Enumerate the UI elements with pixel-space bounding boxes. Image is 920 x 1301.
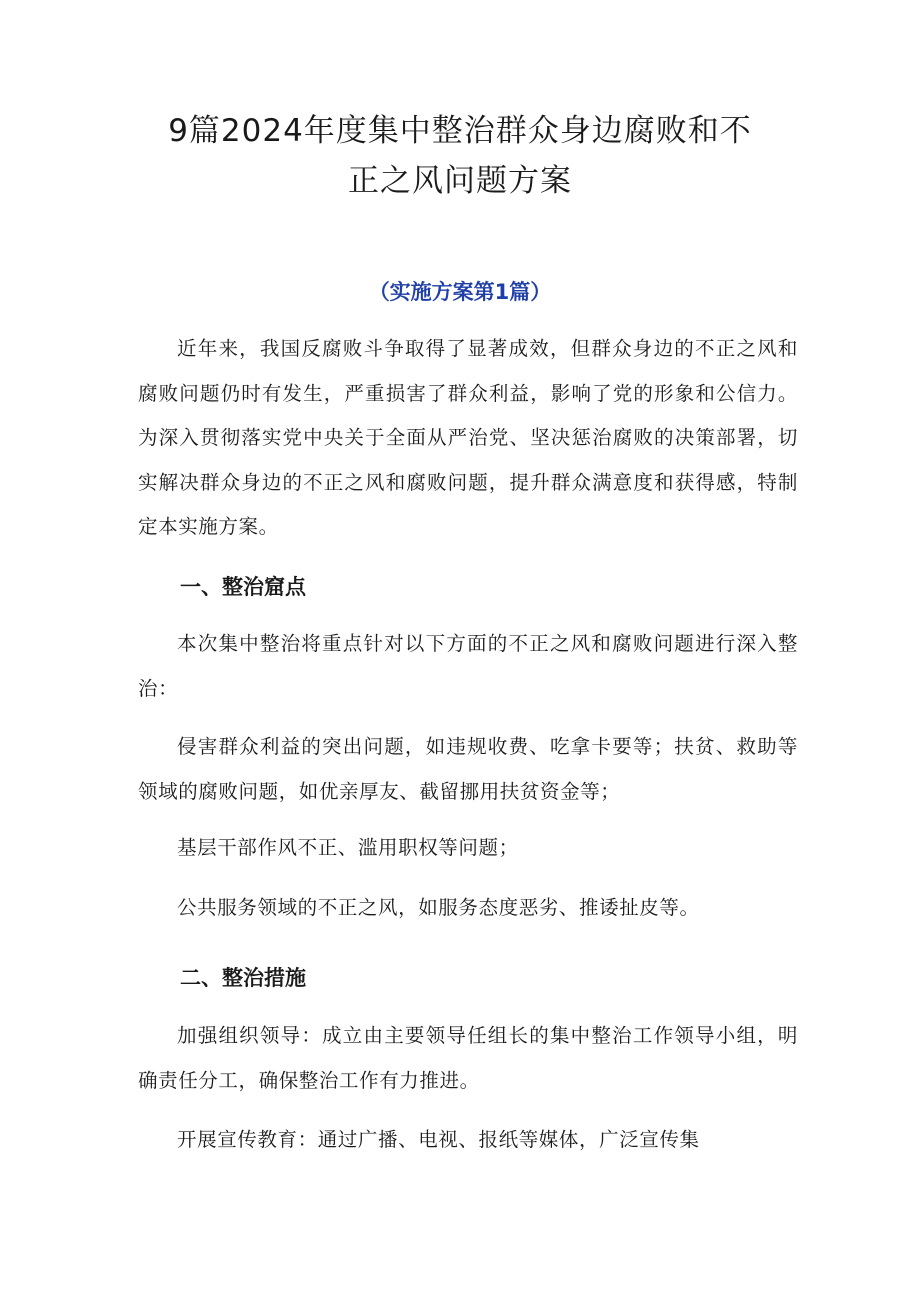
section-1-item-1: 侵害群众利益的突出问题，如违规收费、吃拿卡要等；扶贫、救助等领域的腐败问题，如优亲厚友、截留挪用扶贫资金等； <box>138 735 798 803</box>
document-title-line-1: 9篇2024年度集中整治群众身边腐败和不 <box>168 113 752 149</box>
section-2-item-1: 加强组织领导：成立由主要领导任组长的集中整治工作领导小组，明确责任分工，确保整治工作有力推进。 <box>138 1024 798 1092</box>
section-1-lead: 本次集中整治将重点针对以下方面的不正之风和腐败问题进行深入整治： <box>138 632 798 700</box>
document-subtitle: （实施方案第1篇） <box>368 280 552 304</box>
section-2-heading: 二、整治措施 <box>180 966 306 990</box>
section-1-heading: 一、整治窟点 <box>180 575 306 599</box>
section-2-item-2: 开展宣传教育：通过广播、电视、报纸等媒体，广泛宣传集 <box>177 1128 700 1151</box>
document-title-line-2: 正之风问题方案 <box>348 163 572 199</box>
section-1-item-2: 基层干部作风不正、滥用职权等问题； <box>177 836 519 859</box>
section-1-item-3: 公共服务领域的不正之风，如服务态度恶劣、推诿扯皮等。 <box>177 896 700 919</box>
intro-paragraph: 近年来，我国反腐败斗争取得了显著成效，但群众身边的不正之风和腐败问题仍时有发生，严重损害了群众利益，影响了党的形象和公信力。为深入贯彻落实党中央关于全面从严治党、坚决惩治腐败的决策部署，切实解决群众身边的不正之风和腐败问题，提升群众满意度和获得感，特制定本实施方案。 <box>138 337 798 538</box>
